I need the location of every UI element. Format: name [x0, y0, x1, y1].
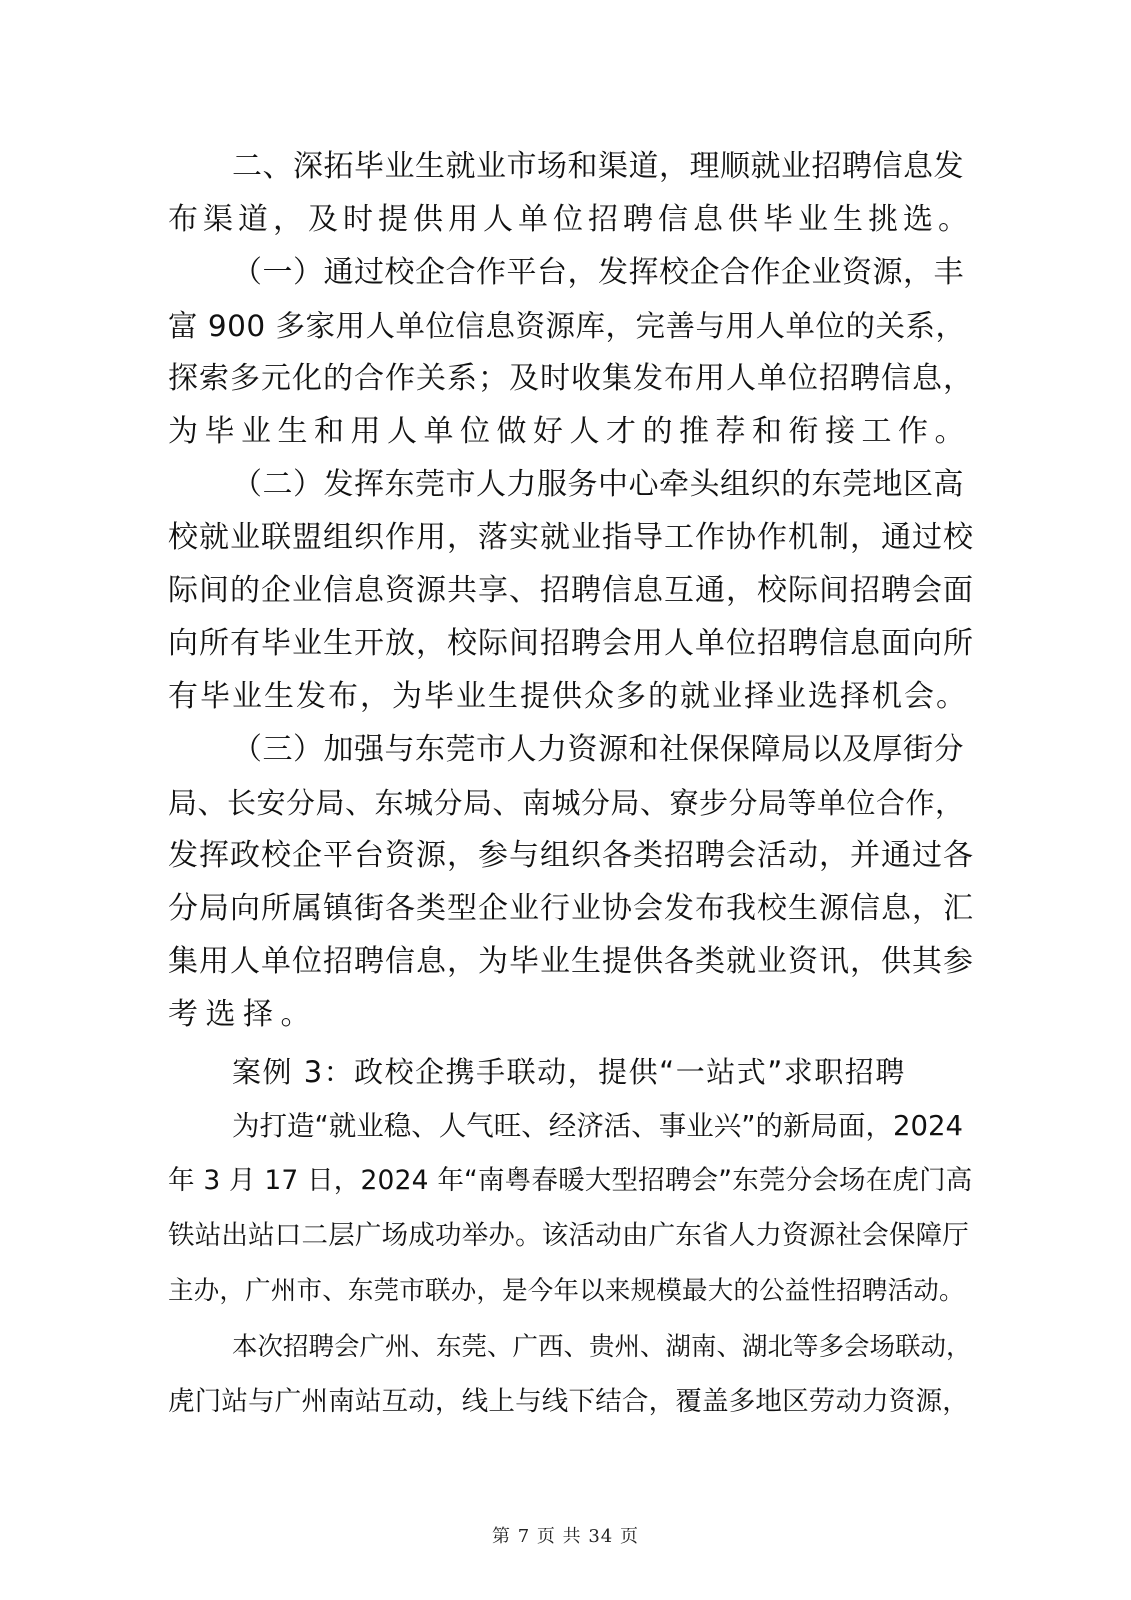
body-text-line: 集用人单位招聘信息，为毕业生提供各类就业资讯，供其参	[168, 944, 974, 979]
body-text-line: 为打造“就业稳、人气旺、经济活、事业兴”的新局面，2024	[232, 1110, 963, 1142]
body-text-line: 发挥政校企平台资源，参与组织各类招聘会活动，并通过各	[168, 838, 974, 873]
body-text-line: 有毕业生发布，为毕业生提供众多的就业择业选择机会。	[168, 679, 968, 714]
body-text-line: 富 900 多家用人单位信息资源库，完善与用人单位的关系，	[168, 309, 966, 343]
body-text-line: （三）加强与东莞市人力资源和社保保障局以及厚街分	[232, 732, 964, 767]
body-text-line: （一）通过校企合作平台，发挥校企合作企业资源，丰	[232, 255, 964, 290]
body-text-line: 铁站出站口二层广场成功举办。该活动由广东省人力资源社会保障厅	[168, 1220, 969, 1251]
body-text-line: 向所有毕业生开放，校际间招聘会用人单位招聘信息面向所	[168, 626, 974, 661]
body-text-line: 二、深拓毕业生就业市场和渠道，理顺就业招聘信息发	[232, 149, 964, 184]
body-text-line: 探索多元化的合作关系；及时收集发布用人单位招聘信息，	[168, 361, 974, 396]
body-text-line: 考选择。	[168, 997, 318, 1032]
body-text-line: 局、长安分局、东城分局、南城分局、寮步分局等单位合作，	[168, 786, 965, 820]
body-text-line: 虎门站与广州南站互动，线上与线下结合，覆盖多地区劳动力资源，	[168, 1386, 969, 1417]
body-text-line: 分局向所属镇街各类型企业行业协会发布我校生源信息，汇	[168, 891, 974, 926]
body-text-line: 布渠道，及时提供用人单位招聘信息供毕业生挑选。	[168, 202, 973, 237]
case-heading: 案例 3：政校企携手联动，提供“一站式”求职招聘	[232, 1055, 906, 1089]
body-text-line: 际间的企业信息资源共享、招聘信息互通，校际间招聘会面	[168, 573, 974, 608]
body-text-line: 校就业联盟组织作用，落实就业指导工作协作机制，通过校	[168, 520, 974, 555]
body-text-line: 为毕业生和用人单位做好人才的推荐和衔接工作。	[168, 414, 971, 449]
body-text-line: 主办，广州市、东莞市联办，是今年以来规模最大的公益性招聘活动。	[168, 1276, 965, 1306]
body-text-line: 年 3 月 17 日，2024 年“南粤春暖大型招聘会”东莞分会场在虎门高	[168, 1165, 973, 1196]
page-number-footer: 第 7 页 共 34 页	[492, 1526, 639, 1547]
body-text-line: 本次招聘会广州、东莞、广西、贵州、湖南、湖北等多会场联动，	[232, 1332, 972, 1362]
body-text-line: （二）发挥东莞市人力服务中心牵头组织的东莞地区高	[232, 467, 964, 502]
